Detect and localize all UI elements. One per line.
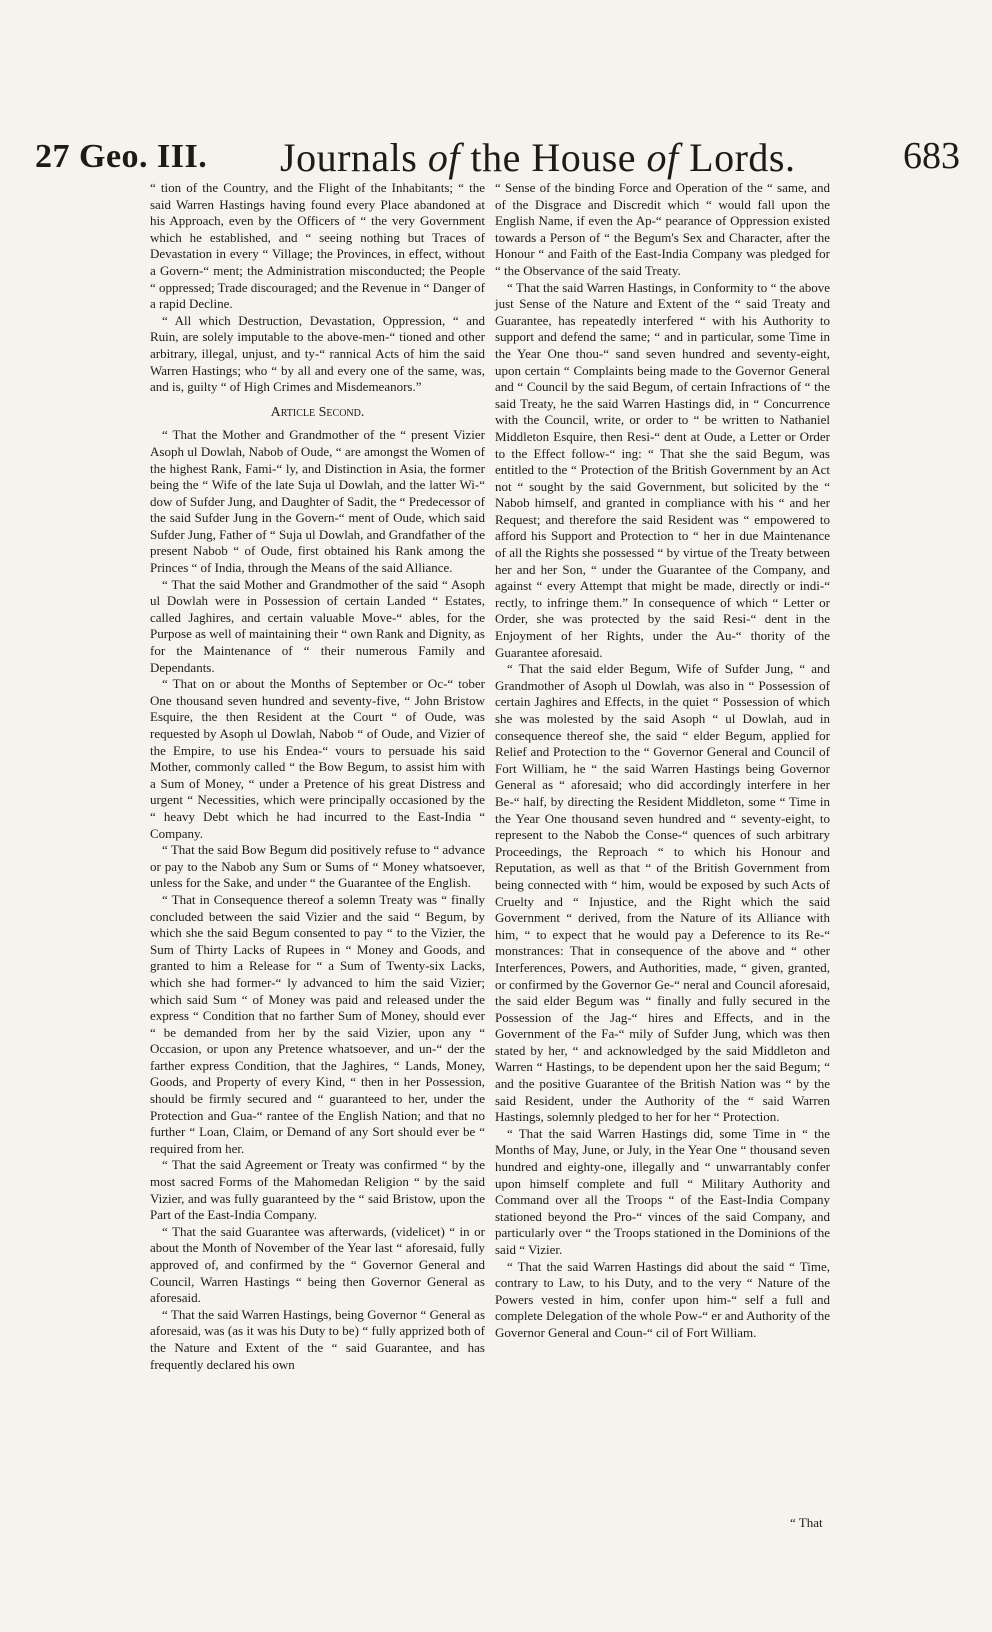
paragraph: “ That in Consequence thereof a solemn Treaty was “ finally concluded between the said Vizier and the said “ Begum, by which she the said Begum consented to pay “ to the Vizier, the Sum of Thirty Lacks of Rupees in “ Money and Goods, and granted to him a Release for “ a Sum of Twenty-six Lacks, which she had former-“ ly advanced to him the said Vizier; which said Sum “ of Money was paid and released under the express “ Condition that no farther Sum of Money, should ever “ be demanded from her by the said Vizier, upon any “ Occasion, or upon any Pretence whatsoever, and un-“ der the farther express Condition, that the Jaghires, “ Lands, Money, Goods, and Property of every Kind, “ then in her Possession, should be firmly secured and “ guaranteed to her, under the Protection and Gua-“ rantee of the English Nation; and that no further “ Loan, Claim, or Demand of any Sort should ever be “ required from her. [150,891,485,1156]
paragraph: “ That the Mother and Grandmother of the “ present Vizier Asoph ul Dowlah, Nabob of Oude, “ are amongst the Women of the highest Rank, Fami-“ ly, and Distinction in Asia, the former being the “ Wife of the late Suja ul Dowlah, and the latter Wi-“ dow of Sufder Jung, and Daughter of Sadit, the “ Predecessor of the said Sufder Jung in the Govern-“ ment of Oude, which said Sufder Jung, Father of “ Suja ul Dowlah, and Grandfather of the present Nabob “ of Oude, first obtained his Rank among the Princes “ of India, through the Means of the said Alliance. [150,427,485,576]
paragraph: “ That the said Warren Hastings, being Governor “ General as aforesaid, was (as it was his Duty to be) “ fully apprized both of the Nature and Extent of the “ said Guarantee, and has frequently declared his own [150,1306,485,1372]
journal-title [280,134,796,181]
right-column [495,180,830,1342]
title-word-lords: Lords. [678,135,796,180]
title-word-of-2: of [646,135,679,180]
page-number: 683 [903,135,960,177]
paragraph: “ tion of the Country, and the Flight of the Inhabitants; “ the said Warren Hastings having found every Place abandoned at his Approach, even by the Officers of “ the very Government which he established, and “ seeing nothing but Traces of Devastation in every “ Village; the Provinces, in effect, without a Govern-“ ment; the Administration misconducted; the People “ oppressed; Trade discouraged; and the Revenue in “ Danger of a rapid Decline. [150,180,486,312]
paragraph: “ That on or about the Months of September or Oc-“ tober One thousand seven hundred and seventy-five, “ John Bristow Esquire, the then Resident at the Court “ of Oude, was requested by Asoph ul Dowlah, Nabob “ of Oude, and Vizier of the Empire, to use his Endea-“ vours to persuade his said Mother, commonly called “ the Bow Begum, to assist him with a Sum of Money, “ under a Pretence of his great Distress and urgent “ Necessities, which were principally occasioned by the “ heavy Debt which he had incurred to the East-India “ Company. [150,676,485,841]
paragraph: “ That the said Agreement or Treaty was confirmed “ by the most sacred Forms of the Mahomedan Religion “ by the said Vizier, and was fully guaranteed by the “ said Bristow, upon the Part of the East-India Company. [150,1157,485,1223]
paragraph: “ That the said Bow Begum did positively refuse to “ advance or pay to the Nabob any Sum or Sums of “ Money whatsoever, unless for the Sake, and under “ the Guarantee of the English. [150,842,485,891]
article-heading: Article Second. [270,404,365,420]
paragraph: “ That the said Mother and Grandmother of the said “ Asoph ul Dowlah were in Possession of certain Landed “ Estates, called Jaghires, and certain valuable Move-“ ables, for the Purpose as well of maintaining their “ own Rank and Dignity, as for the Maintenance of “ their numerous Family and Dependants. [150,576,485,675]
paragraph: “ That the said Warren Hastings did, some Time in “ the Months of May, June, or July, in the Year One “ thousand seven hundred and eighty-one, illegally and “ unwarrantably confer upon himself complete and full “ Military Authority and Command over all the Troops “ of the East-India Company stationed beyond the Pro-“ vinces of the said Company, and particularly over “ the Troops stationed in the Dominions of the said “ Vizier. [495,1125,830,1257]
paragraph: “ All which Destruction, Devastation, Oppression, “ and Ruin, are solely imputable to the above-men-“ tioned and other arbitrary, illegal, unjust, and ty-“ rannical Acts of him the said Warren Hastings; who “ by all and every one of the same, was, and is, guilty “ of High Crimes and Misdemeanors.” [150,312,485,395]
catchword: “ That [790,1515,823,1530]
title-word-journals: Journals [280,135,428,180]
title-word-of-1: of [427,135,460,180]
title-word-the: the [459,135,532,180]
page-header [30,128,960,188]
paragraph: “ That the said elder Begum, Wife of Sufder Jung, “ and Grandmother of Asoph ul Dowlah, was also in “ Possession of certain Jaghires and Effects, in the quiet “ Possession of which she was molested by the said Asoph “ ul Dowlah, aud in consequence thereof she, the said “ elder Begum, applied for Relief and Protection to the “ Governor General and Council of Fort William, he “ the said Warren Hastings being Governor General as “ aforesaid; who did accordingly interfere in her Be-“ half, by directing the Resident Middleton, some “ Time in the Year One thousand seven hundred and “ seventy-eight, to represent to the Nabob the Conse-“ quences of such arbitrary Proceedings, the Reproach “ to which his Honour and Reputation, as well as that “ of the British Government from being connected with “ him, would be exposed by such Acts of Cruelty and “ Injustice, and the Right which the said Government “ derived, from the Nature of its Alliance with him, “ to expect that he would pay a Deference to its Re-“ monstrances: That in consequence of the above and “ other Interferences, Powers, and Authorities, made, “ given, granted, or confirmed by the Governor Ge-“ neral and Council aforesaid, the said elder Begum was “ finally and fully secured in the Possession of the Jag-“ hires and Effects, and in the Government of the Fa-“ mily of Sufder Jung, which was then stated by her, “ and acknowledged by the said Middleton and Warren “ Hastings, to be dependent upon her the said Begum; “ and the positive Guarantee of the British Nation was “ by the said Resident, under the Authority of the “ said Warren Hastings, solemnly pledged to her for her “ Protection. [495,661,830,1125]
regnal-year: 27 Geo. III. [35,138,208,175]
left-column [150,180,485,1373]
paragraph: “ That the said Warren Hastings did about the said “ Time, contrary to Law, to his Duty, and to the very “ Nature of the Powers vested in him, confer upon him-“ self a full and complete Delegation of the whole Pow-“ er and Authority of the Governor General and Coun-“ cil of Fort William. [495,1258,830,1340]
paragraph: “ Sense of the binding Force and Operation of the “ same, and of the Disgrace and Discredit which “ would fall upon the English Name, if even the Ap-“ pearance of Oppression existed towards a Person of “ the Begum's Sex and Character, after the Honour “ and Faith of the East-India Company was pledged for “ the Observance of the said Treaty. [495,180,830,278]
paragraph: “ That the said Warren Hastings, in Conformity to “ the above just Sense of the Nature and Extent of the “ said Treaty and Guarantee, has repeatedly interfered “ with his Authority to support and defend the same; “ and in particular, some Time in the Year One thou-“ sand seven hundred and seventy-eight, upon certain “ Complaints being made to the Governor General and “ Council by the said Begum, of certain Infractions of “ the said Treaty, he the said Warren Hastings did, in “ Concurrence with the Council, write, or order to “ be written to Nathaniel Middleton Esquire, then Resi-“ dent at Oude, a Letter or Order to the Effect follow-“ ing: “ That she the said Begum, was entitled to the “ Protection of the British Government by an Act not “ sought by the said Government, but solicited by the “ Nabob himself, and granted in compliance with his “ and her Request; and therefore the said Resident was “ empowered to afford his Support and Protection to “ her in due Maintenance of all the Rights she possessed “ by virtue of the Treaty between her and her Son, “ under the Guarantee of the Company, and against “ every Attempt that might be made, directly or indi-“ rectly, to infringe them.” In consequence of which “ Letter or Order, she was protected by the said Resi-“ dent in the Enjoyment of her Rights, under the Au-“ thority of the Guarantee aforesaid. [495,279,830,660]
paragraph: “ That the said Guarantee was afterwards, (videlicet) “ in or about the Month of November of the Year last “ aforesaid, fully approved of, and confirmed by the “ Governor General and Council, Warren Hastings “ being then Governor General as aforesaid. [150,1223,485,1306]
title-word-house: House [531,135,647,180]
